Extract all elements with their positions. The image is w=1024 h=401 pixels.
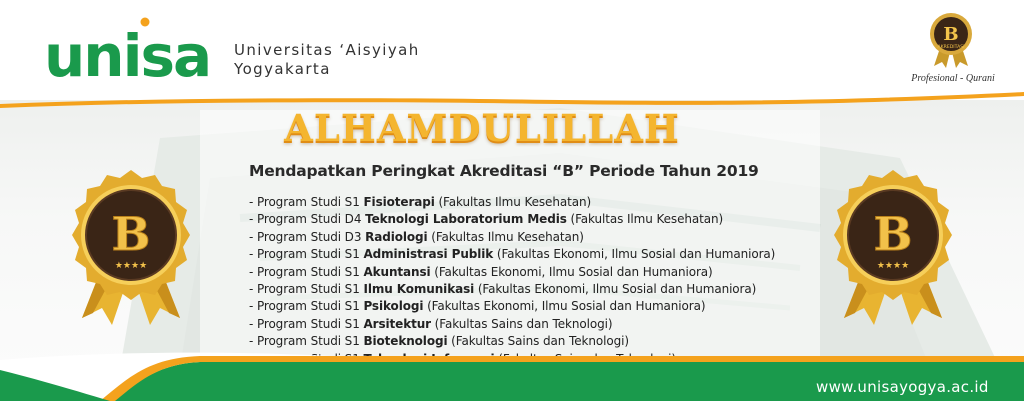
list-item: - Program Studi S1 Bioteknologi (Fakultas Sains dan Teknologi)	[249, 334, 629, 349]
list-item: - Program Studi D4 Teknologi Laboratorium Medis (Fakultas Ilmu Kesehatan)	[249, 212, 724, 227]
list-item: - Program Studi D3 Radiologi (Fakultas Ilmu Kesehatan)	[249, 229, 584, 244]
header	[0, 0, 1024, 100]
university-name-line2: Yogyakarta	[234, 60, 331, 78]
list-item: - Program Studi S1 Fisioterapi (Fakultas Ilmu Kesehatan)	[249, 195, 592, 209]
university-name	[234, 41, 420, 79]
list-item: - Program Studi S1 Administrasi Publik (Fakultas Ekonomi, Ilmu Sosial dan Humaniora)	[249, 247, 776, 262]
subheadline: Mendapatkan Peringkat Akreditasi “B” Periode Tahun 2019	[249, 162, 759, 180]
svg-text:AKREDITASI: AKREDITASI	[937, 45, 965, 50]
medal-icon-left	[66, 170, 196, 325]
website-link[interactable]: www.unisayogya.ac.id	[816, 378, 989, 396]
university-name-line1: Universitas ‘Aisyiyah	[234, 41, 420, 59]
unisa-logo	[44, 14, 244, 84]
list-item: - Program Studi S1 Psikologi (Fakultas Ekonomi, Ilmu Sosial dan Humaniora)	[249, 299, 706, 314]
svg-text:B: B	[111, 207, 151, 261]
motto-text: Profesional - Qurani	[911, 73, 995, 84]
accreditation-seal-icon	[928, 12, 974, 68]
medal-icon-right	[828, 170, 958, 325]
svg-text:unisa: unisa	[44, 22, 211, 84]
svg-text:B: B	[943, 24, 959, 45]
headline: ALHAMDULILLAH	[284, 106, 680, 150]
list-item: - Program Studi S1 Arsitektur (Fakultas Sains dan Teknologi)	[249, 316, 613, 331]
list-item: - Program Studi S1 Akuntansi (Fakultas Ekonomi, Ilmu Sosial dan Humaniora)	[249, 264, 713, 279]
list-item: - Program Studi S1 Ilmu Komunikasi (Fakultas Ekonomi, Ilmu Sosial dan Humaniora)	[249, 282, 757, 297]
svg-text:★★★★: ★★★★	[114, 261, 148, 271]
svg-text:B: B	[873, 207, 913, 261]
svg-text:★★★★: ★★★★	[876, 261, 910, 271]
